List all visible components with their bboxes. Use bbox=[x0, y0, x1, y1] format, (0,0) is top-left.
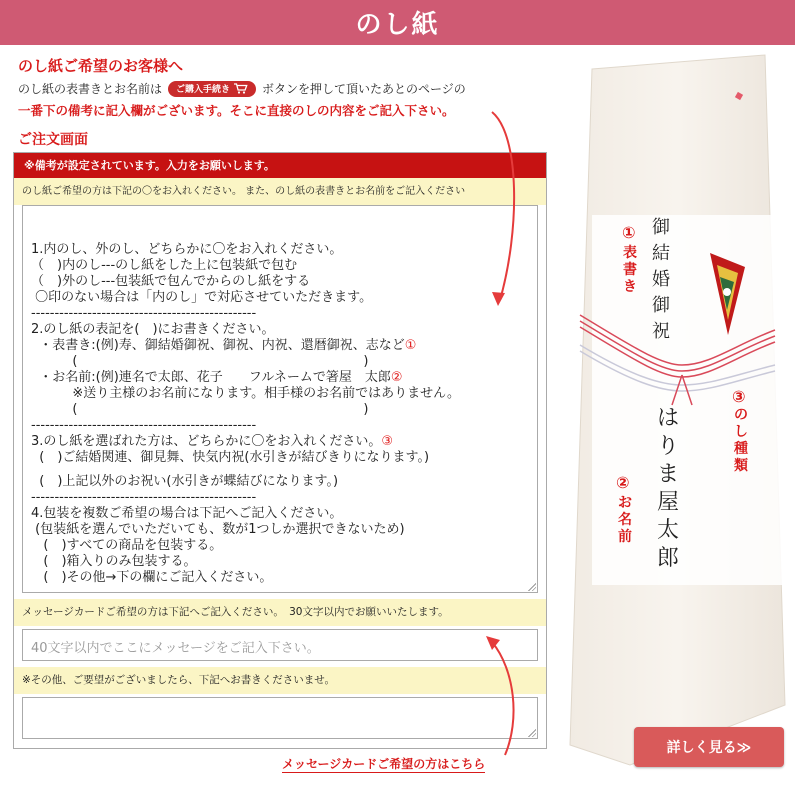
label-name: お名前 bbox=[618, 495, 632, 545]
remarks-line: ------------------------------------------------ bbox=[31, 418, 257, 433]
remarks-line: ( )箱入りのみ包装する。 bbox=[31, 554, 197, 569]
remarks-line: 3.のし紙を選ばれた方は、どちらかに〇をお入れください。③ bbox=[31, 434, 394, 449]
remarks-line: ------------------------------------------------ bbox=[31, 306, 257, 321]
remarks-line: ------------------------------------------------ bbox=[31, 490, 257, 505]
label-omote: 表書き bbox=[623, 245, 637, 295]
other-requests-instruction: ※その他、ご要望がございましたら、下記へお書きくださいませ。 bbox=[14, 667, 546, 694]
arrow-icon bbox=[486, 636, 500, 650]
annotation-number: ① bbox=[404, 338, 417, 353]
remarks-alert: ※備考が設定されています。入力をお願いします。 bbox=[14, 153, 546, 178]
annotation-number: ② bbox=[390, 370, 403, 385]
arrow-icon bbox=[492, 642, 514, 755]
remarks-line: 〇印のない場合は「内のし」で対応させていただきます。 bbox=[31, 290, 373, 305]
remarks-line: 4.包装を複数ご希望の場合は下記へご記入ください。 bbox=[31, 506, 343, 521]
message-card-input[interactable]: 40文字以内でここにメッセージをご記入下さい。 bbox=[22, 629, 538, 661]
label-omote-number: ① bbox=[622, 223, 636, 242]
remarks-line: 1.内のし、外のし、どちらかに〇をお入れください。 bbox=[31, 242, 343, 257]
remarks-line: ※送り主様のお名前になります。相手様のお名前ではありません。 bbox=[31, 386, 460, 401]
remarks-line: ( )その他→下の欄にご記入ください。 bbox=[31, 570, 273, 585]
remarks-line: (包装紙を選んでいただいても、数が1つしか選択できないため) bbox=[31, 522, 405, 537]
remarks-line: ・表書き:(例)寿、御結婚御祝、御祝、内祝、還暦御祝、志など① bbox=[31, 338, 417, 353]
details-button[interactable]: 詳しく見る≫ bbox=[634, 727, 784, 767]
intro-text-after: ボタンを押して頂いたあとのページの bbox=[262, 82, 466, 96]
page-title: のし紙 bbox=[355, 10, 440, 40]
remarks-line: ( )ご結婚関連、御見舞、快気内祝(水引きが結びきりになります。) bbox=[31, 450, 430, 465]
annotation-number: ③ bbox=[381, 434, 394, 449]
intro-text-before: のし紙の表書きとお名前は bbox=[18, 82, 163, 96]
noshi-omote-text: 御結婚御祝 bbox=[652, 217, 670, 342]
arrow-icon bbox=[492, 112, 514, 300]
arrow-icon bbox=[492, 292, 505, 306]
noshi-product-image bbox=[560, 45, 795, 787]
remarks-line: ( )上記以外のお祝い(水引きが蝶結びになります。) bbox=[31, 474, 339, 489]
remarks-line: 2.のし紙の表記を( )にお書きください。 bbox=[31, 322, 275, 337]
noshi-instruction: のし紙ご希望の方は下記の〇をお入れください。 また、のし紙の表書きとお名前をご記入ください bbox=[14, 178, 546, 205]
intro-heading: のし紙ご希望のお客様へ bbox=[18, 57, 184, 75]
remarks-line: （ )内のし---のし紙をした上に包装紙で包む bbox=[31, 258, 298, 273]
label-type: のし種類 bbox=[734, 407, 748, 474]
checkout-button-label: ご購入手続き bbox=[176, 85, 231, 95]
message-card-link[interactable]: メッセージカードご希望の方はこちら bbox=[282, 757, 486, 771]
remarks-line: ( ) bbox=[31, 402, 369, 417]
remarks-line: ( ) bbox=[31, 354, 369, 369]
remarks-line: ( )すべての商品を包装する。 bbox=[31, 538, 223, 553]
label-name-number: ② bbox=[616, 473, 630, 492]
intro-line-2: 一番下の備考に記入欄がございます。そこに直接のしの内容をご記入下さい。 bbox=[18, 103, 455, 118]
noshi-name-text: はりま屋太郎 bbox=[657, 406, 680, 571]
remarks-line: ・お名前:(例)連名で太郎、花子 フルネームで箸屋 太郎② bbox=[31, 370, 403, 385]
label-type-number: ③ bbox=[732, 387, 746, 406]
remarks-line: （ )外のし---包装紙で包んでからのし紙をする bbox=[31, 274, 311, 289]
order-screen-heading: ご注文画面 bbox=[18, 132, 88, 148]
message-card-instruction: メッセージカードご希望の方は下記へご記入ください。 30文字以内でお願いいたします。 bbox=[14, 599, 546, 626]
